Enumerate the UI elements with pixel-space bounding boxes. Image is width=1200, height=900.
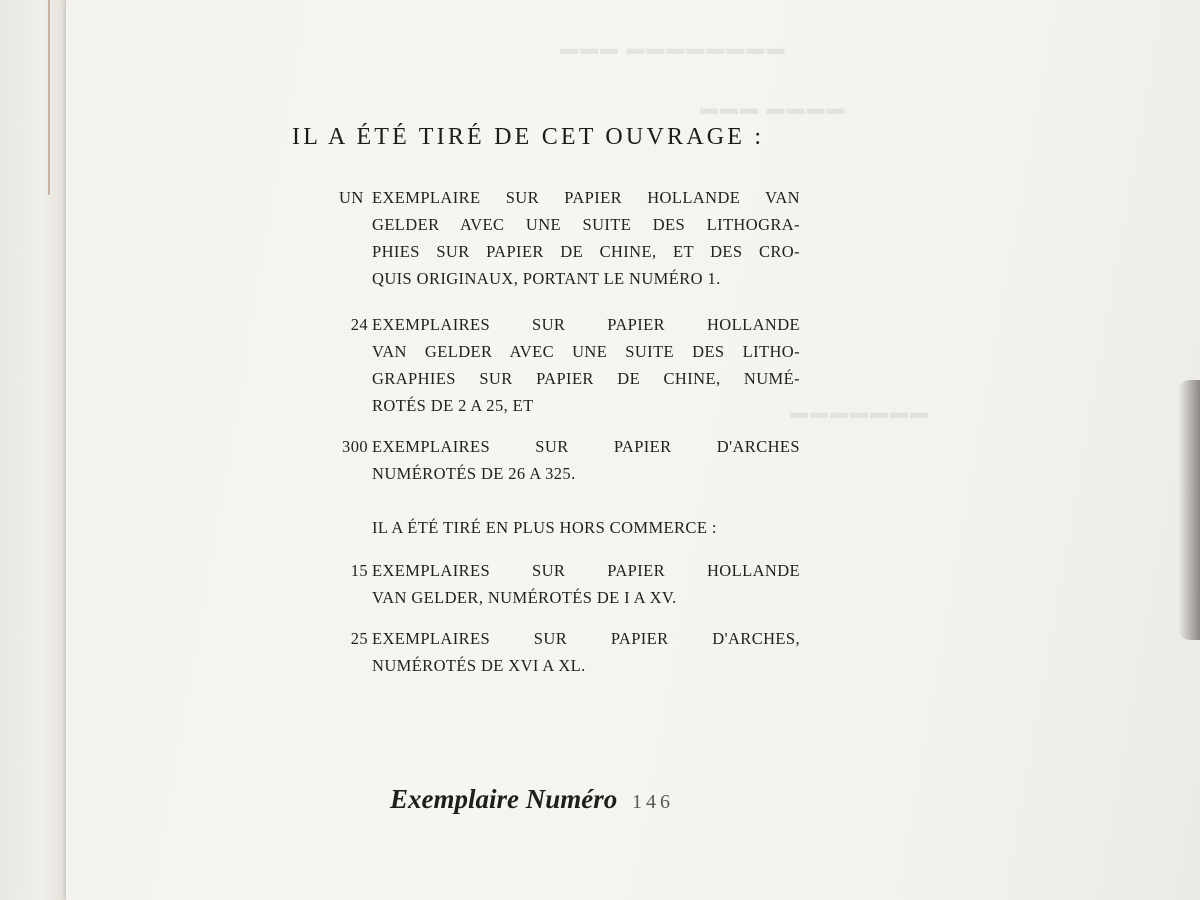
right-edge-shadow — [1178, 380, 1200, 640]
copy-number-label: Exemplaire Numéro — [390, 784, 618, 814]
entry-line: VAN GELDER, NUMÉROTÉS DE I A XV. — [372, 588, 677, 607]
show-through-text: ▬▬▬ ▬▬▬▬▬▬▬▬ — [560, 38, 787, 58]
show-through-text: ▬▬▬▬▬▬▬ — [790, 402, 930, 422]
copy-number-value: 146 — [632, 791, 674, 813]
entry-count: 25 — [350, 629, 368, 648]
page-heading: IL A ÉTÉ TIRÉ DE CET OUVRAGE : — [292, 124, 765, 150]
entry-line: EXEMPLAIRE SUR PAPIER HOLLANDE VAN — [372, 188, 800, 207]
entry-description — [372, 557, 800, 611]
entry-description — [372, 311, 800, 419]
entry-line: VAN GELDER AVEC UNE SUITE DES LITHO- — [372, 342, 800, 361]
entry-line: EXEMPLAIRES SUR PAPIER HOLLANDE — [372, 561, 800, 580]
entry-count: 24 — [350, 315, 368, 334]
entry-line: NUMÉROTÉS DE 26 A 325. — [372, 464, 576, 483]
left-page-edge — [0, 0, 72, 900]
entry-count: 15 — [350, 561, 368, 580]
entry-line: EXEMPLAIRES SUR PAPIER HOLLANDE — [372, 315, 800, 334]
show-through-text: ▬▬▬ ▬▬▬▬ — [700, 98, 847, 118]
entry-count: UN — [339, 188, 364, 207]
entry-line: EXEMPLAIRES SUR PAPIER D'ARCHES — [372, 437, 800, 456]
page-edge-line — [48, 0, 50, 195]
entry-count: 300 — [342, 437, 368, 456]
entry-description — [372, 625, 800, 679]
entry-description — [372, 433, 800, 487]
entry-line: NUMÉROTÉS DE XVI A XL. — [372, 656, 586, 675]
entry-line: QUIS ORIGINAUX, PORTANT LE NUMÉRO 1. — [372, 269, 721, 288]
hors-commerce-heading: IL A ÉTÉ TIRÉ EN PLUS HORS COMMERCE : — [372, 518, 717, 537]
copy-number-line — [390, 784, 674, 815]
entry-line: EXEMPLAIRES SUR PAPIER D'ARCHES, — [372, 629, 800, 648]
entry-line: PHIES SUR PAPIER DE CHINE, ET DES CRO- — [372, 242, 800, 261]
entry-line: ROTÉS DE 2 A 25, ET — [372, 396, 534, 415]
entry-line: GELDER AVEC UNE SUITE DES LITHOGRA- — [372, 215, 800, 234]
entry-description — [372, 184, 800, 292]
entry-line: GRAPHIES SUR PAPIER DE CHINE, NUMÉ- — [372, 369, 800, 388]
